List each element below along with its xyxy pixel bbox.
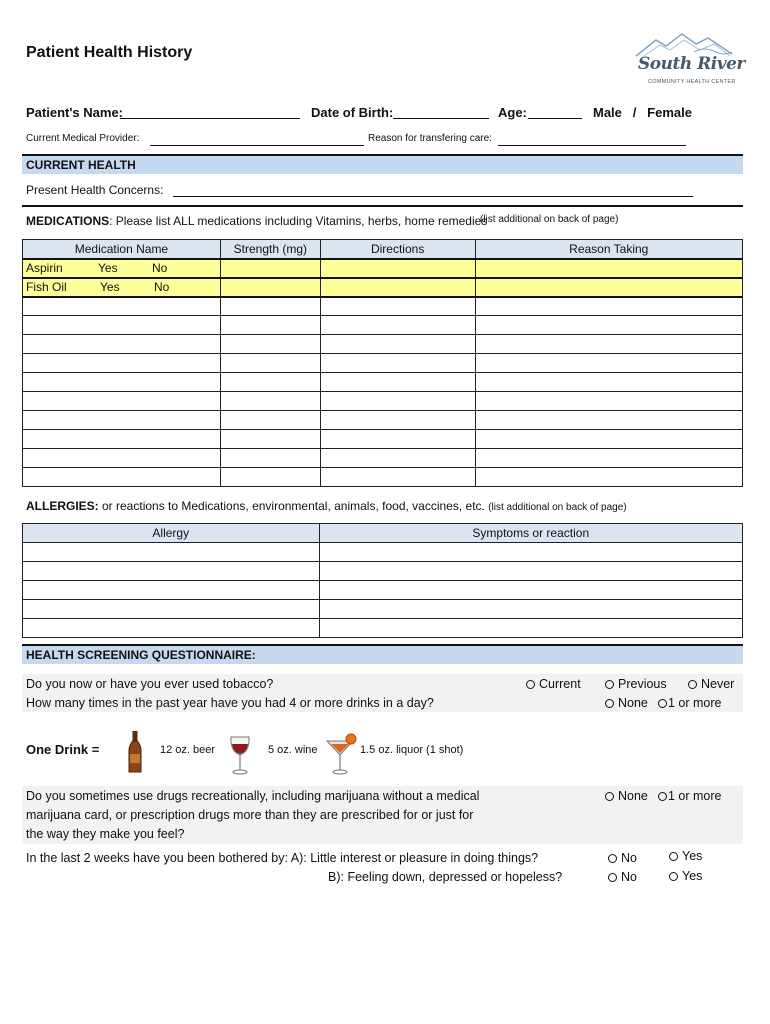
dob-label: Date of Birth:	[311, 105, 394, 120]
directions-cell[interactable]	[320, 468, 475, 487]
yes-option[interactable]: Yes	[98, 261, 118, 275]
page-title: Patient Health History	[26, 44, 193, 61]
mood-a-yes-option[interactable]	[669, 849, 702, 863]
symptoms-cell[interactable]	[319, 581, 742, 600]
option-label: Yes	[682, 849, 703, 863]
col-strength: Strength (mg)	[220, 240, 320, 259]
table-row	[23, 259, 743, 278]
medication-cell[interactable]	[23, 297, 221, 316]
symptoms-cell[interactable]	[319, 600, 742, 619]
patient-name-field[interactable]	[120, 118, 300, 119]
directions-cell[interactable]	[320, 316, 475, 335]
medication-cell[interactable]	[23, 373, 221, 392]
no-option[interactable]: No	[154, 280, 170, 294]
current-health-heading: CURRENT HEALTH	[26, 158, 136, 172]
option-label: None	[618, 789, 648, 803]
col-allergy: Allergy	[23, 524, 320, 543]
table-row	[23, 543, 743, 562]
no-option[interactable]: No	[152, 261, 168, 275]
option-label: None	[618, 696, 648, 710]
drugs-question-line3: the way they make you feel?	[26, 827, 185, 841]
patient-name-label: Patient's Name:	[26, 105, 124, 120]
drugs-1-or-more-option[interactable]	[658, 789, 722, 803]
age-label: Age:	[498, 105, 527, 120]
reason-cell[interactable]	[475, 316, 742, 335]
strength-cell[interactable]	[220, 259, 320, 278]
screening-heading: HEALTH SCREENING QUESTIONNAIRE:	[26, 648, 256, 662]
screening-band	[22, 644, 743, 664]
beer-bottle-icon	[127, 730, 143, 774]
table-row	[23, 373, 743, 392]
symptoms-cell[interactable]	[319, 543, 742, 562]
tobacco-previous-option[interactable]	[605, 677, 667, 691]
allergy-cell[interactable]	[23, 543, 320, 562]
table-row	[23, 581, 743, 600]
medication-name: Aspirin	[26, 261, 63, 275]
mood-question-a: In the last 2 weeks have you been bothered by: A): Little interest or pleasure in doing things?	[26, 851, 539, 865]
allergy-cell[interactable]	[23, 562, 320, 581]
medications-heading: MEDICATIONS	[26, 214, 110, 228]
col-symptoms: Symptoms or reaction	[319, 524, 742, 543]
strength-cell[interactable]	[220, 278, 320, 297]
strength-cell[interactable]	[220, 316, 320, 335]
wine-glass-icon	[229, 735, 251, 775]
symptoms-cell[interactable]	[319, 619, 742, 638]
medication-cell[interactable]	[23, 430, 221, 449]
col-directions: Directions	[320, 240, 475, 259]
table-row	[23, 297, 743, 316]
allergies-heading: ALLERGIES:	[26, 499, 99, 513]
reason-field[interactable]	[498, 145, 686, 146]
divider	[22, 205, 743, 207]
sex-options[interactable]: Male / Female	[593, 105, 692, 120]
cocktail-glass-icon	[325, 731, 359, 775]
directions-cell[interactable]	[320, 430, 475, 449]
directions-cell[interactable]	[320, 335, 475, 354]
strength-cell[interactable]	[220, 354, 320, 373]
drugs-question-line1: Do you sometimes use drugs recreationally, including marijuana without a medical	[26, 789, 480, 803]
table-row	[23, 335, 743, 354]
strength-cell[interactable]	[220, 392, 320, 411]
option-label: 1 or more	[668, 789, 722, 803]
beer-label: 12 oz. beer	[160, 744, 216, 756]
yes-option[interactable]: Yes	[100, 280, 120, 294]
option-label: Never	[701, 677, 735, 691]
medication-cell[interactable]	[23, 468, 221, 487]
strength-cell[interactable]	[220, 373, 320, 392]
liquor-label: 1.5 oz. liquor (1 shot)	[360, 744, 464, 756]
medication-cell[interactable]	[23, 316, 221, 335]
age-field[interactable]	[528, 118, 582, 119]
option-label: Current	[539, 677, 581, 691]
tobacco-current-option[interactable]	[526, 677, 581, 691]
medication-cell[interactable]	[23, 354, 221, 373]
dob-field[interactable]	[393, 118, 489, 119]
radio-icon[interactable]	[608, 873, 617, 882]
radio-icon[interactable]	[526, 680, 535, 689]
reason-cell[interactable]	[475, 354, 742, 373]
tobacco-question: Do you now or have you ever used tobacco?	[26, 677, 274, 691]
medication-cell[interactable]	[23, 392, 221, 411]
medication-name: Fish Oil	[26, 280, 67, 294]
allergy-cell[interactable]	[23, 600, 320, 619]
col-reason: Reason Taking	[475, 240, 742, 259]
table-row	[23, 562, 743, 581]
reason-cell[interactable]	[475, 430, 742, 449]
medication-cell[interactable]	[23, 411, 221, 430]
tobacco-never-option[interactable]	[688, 677, 734, 691]
medications-instruction	[26, 214, 487, 228]
radio-icon[interactable]	[605, 680, 614, 689]
medication-cell[interactable]	[23, 278, 221, 297]
reason-cell[interactable]	[475, 449, 742, 468]
radio-icon[interactable]	[658, 792, 667, 801]
table-row	[23, 392, 743, 411]
logo-subtitle: COMMUNITY HEALTH CENTER	[648, 79, 736, 85]
table-row	[23, 316, 743, 335]
table-row	[23, 449, 743, 468]
wine-label: 5 oz. wine	[268, 744, 318, 756]
reason-cell[interactable]	[475, 335, 742, 354]
allergies-instruction	[26, 499, 627, 513]
provider-label: Current Medical Provider:	[26, 133, 140, 144]
table-row	[23, 430, 743, 449]
table-row	[23, 619, 743, 638]
directions-cell[interactable]	[320, 449, 475, 468]
radio-icon[interactable]	[605, 792, 614, 801]
drinks-none-option[interactable]	[605, 696, 648, 710]
radio-icon[interactable]	[605, 699, 614, 708]
reason-label: Reason for transfering care:	[368, 133, 492, 144]
mood-a-no-option[interactable]	[608, 851, 637, 865]
strength-cell[interactable]	[220, 411, 320, 430]
medications-note: (list additional on back of page)	[480, 214, 619, 225]
strength-cell[interactable]	[220, 468, 320, 487]
table-row	[23, 411, 743, 430]
medication-cell[interactable]	[23, 449, 221, 468]
concerns-field[interactable]	[173, 196, 693, 197]
directions-cell[interactable]	[320, 354, 475, 373]
medications-text: : Please list ALL medications including Vitamins, herbs, home remedies	[109, 214, 488, 228]
allergies-text: or reactions to Medications, environmental, animals, food, vaccines, etc.	[98, 499, 485, 513]
table-row	[23, 600, 743, 619]
mood-question-b: B): Feeling down, depressed or hopeless?	[328, 870, 563, 884]
logo-name: South River	[638, 54, 745, 74]
medication-cell[interactable]	[23, 259, 221, 278]
drugs-none-option[interactable]	[605, 789, 648, 803]
directions-cell[interactable]	[320, 392, 475, 411]
allergy-cell[interactable]	[23, 581, 320, 600]
reason-cell[interactable]	[475, 297, 742, 316]
option-label: No	[621, 851, 637, 865]
reason-cell[interactable]	[475, 468, 742, 487]
directions-cell[interactable]	[320, 297, 475, 316]
option-label: Yes	[682, 869, 703, 883]
option-label: No	[621, 870, 637, 884]
concerns-label: Present Health Concerns:	[26, 183, 164, 197]
radio-icon[interactable]	[669, 852, 678, 861]
directions-cell[interactable]	[320, 373, 475, 392]
current-health-band	[22, 154, 743, 174]
allergies-table	[22, 523, 743, 638]
drinks-1-or-more-option[interactable]	[658, 696, 722, 710]
symptoms-cell[interactable]	[319, 562, 742, 581]
logo	[634, 30, 745, 90]
radio-icon[interactable]	[688, 680, 697, 689]
allergy-cell[interactable]	[23, 619, 320, 638]
directions-cell[interactable]	[320, 278, 475, 297]
mood-b-yes-option[interactable]	[669, 869, 702, 883]
table-row	[23, 278, 743, 297]
radio-icon[interactable]	[608, 854, 617, 863]
directions-cell[interactable]	[320, 411, 475, 430]
reason-cell[interactable]	[475, 373, 742, 392]
one-drink-label: One Drink =	[26, 742, 100, 757]
radio-icon[interactable]	[658, 699, 667, 708]
mood-b-no-option[interactable]	[608, 870, 637, 884]
reason-cell[interactable]	[475, 411, 742, 430]
strength-cell[interactable]	[220, 335, 320, 354]
radio-icon[interactable]	[669, 872, 678, 881]
reason-cell[interactable]	[475, 278, 742, 297]
strength-cell[interactable]	[220, 430, 320, 449]
option-label: Previous	[618, 677, 667, 691]
option-label: 1 or more	[668, 696, 722, 710]
allergies-note: (list additional on back of page)	[488, 502, 627, 513]
reason-cell[interactable]	[475, 259, 742, 278]
drinks-question: How many times in the past year have you had 4 or more drinks in a day?	[26, 696, 434, 710]
strength-cell[interactable]	[220, 297, 320, 316]
drugs-question-line2: marijuana card, or prescription drugs more than they are prescribed for or just for	[26, 808, 474, 822]
table-row	[23, 468, 743, 487]
table-row	[23, 354, 743, 373]
medications-table	[22, 239, 743, 487]
medication-cell[interactable]	[23, 335, 221, 354]
provider-field[interactable]	[150, 145, 364, 146]
strength-cell[interactable]	[220, 449, 320, 468]
col-medication-name: Medication Name	[23, 240, 221, 259]
reason-cell[interactable]	[475, 392, 742, 411]
directions-cell[interactable]	[320, 259, 475, 278]
